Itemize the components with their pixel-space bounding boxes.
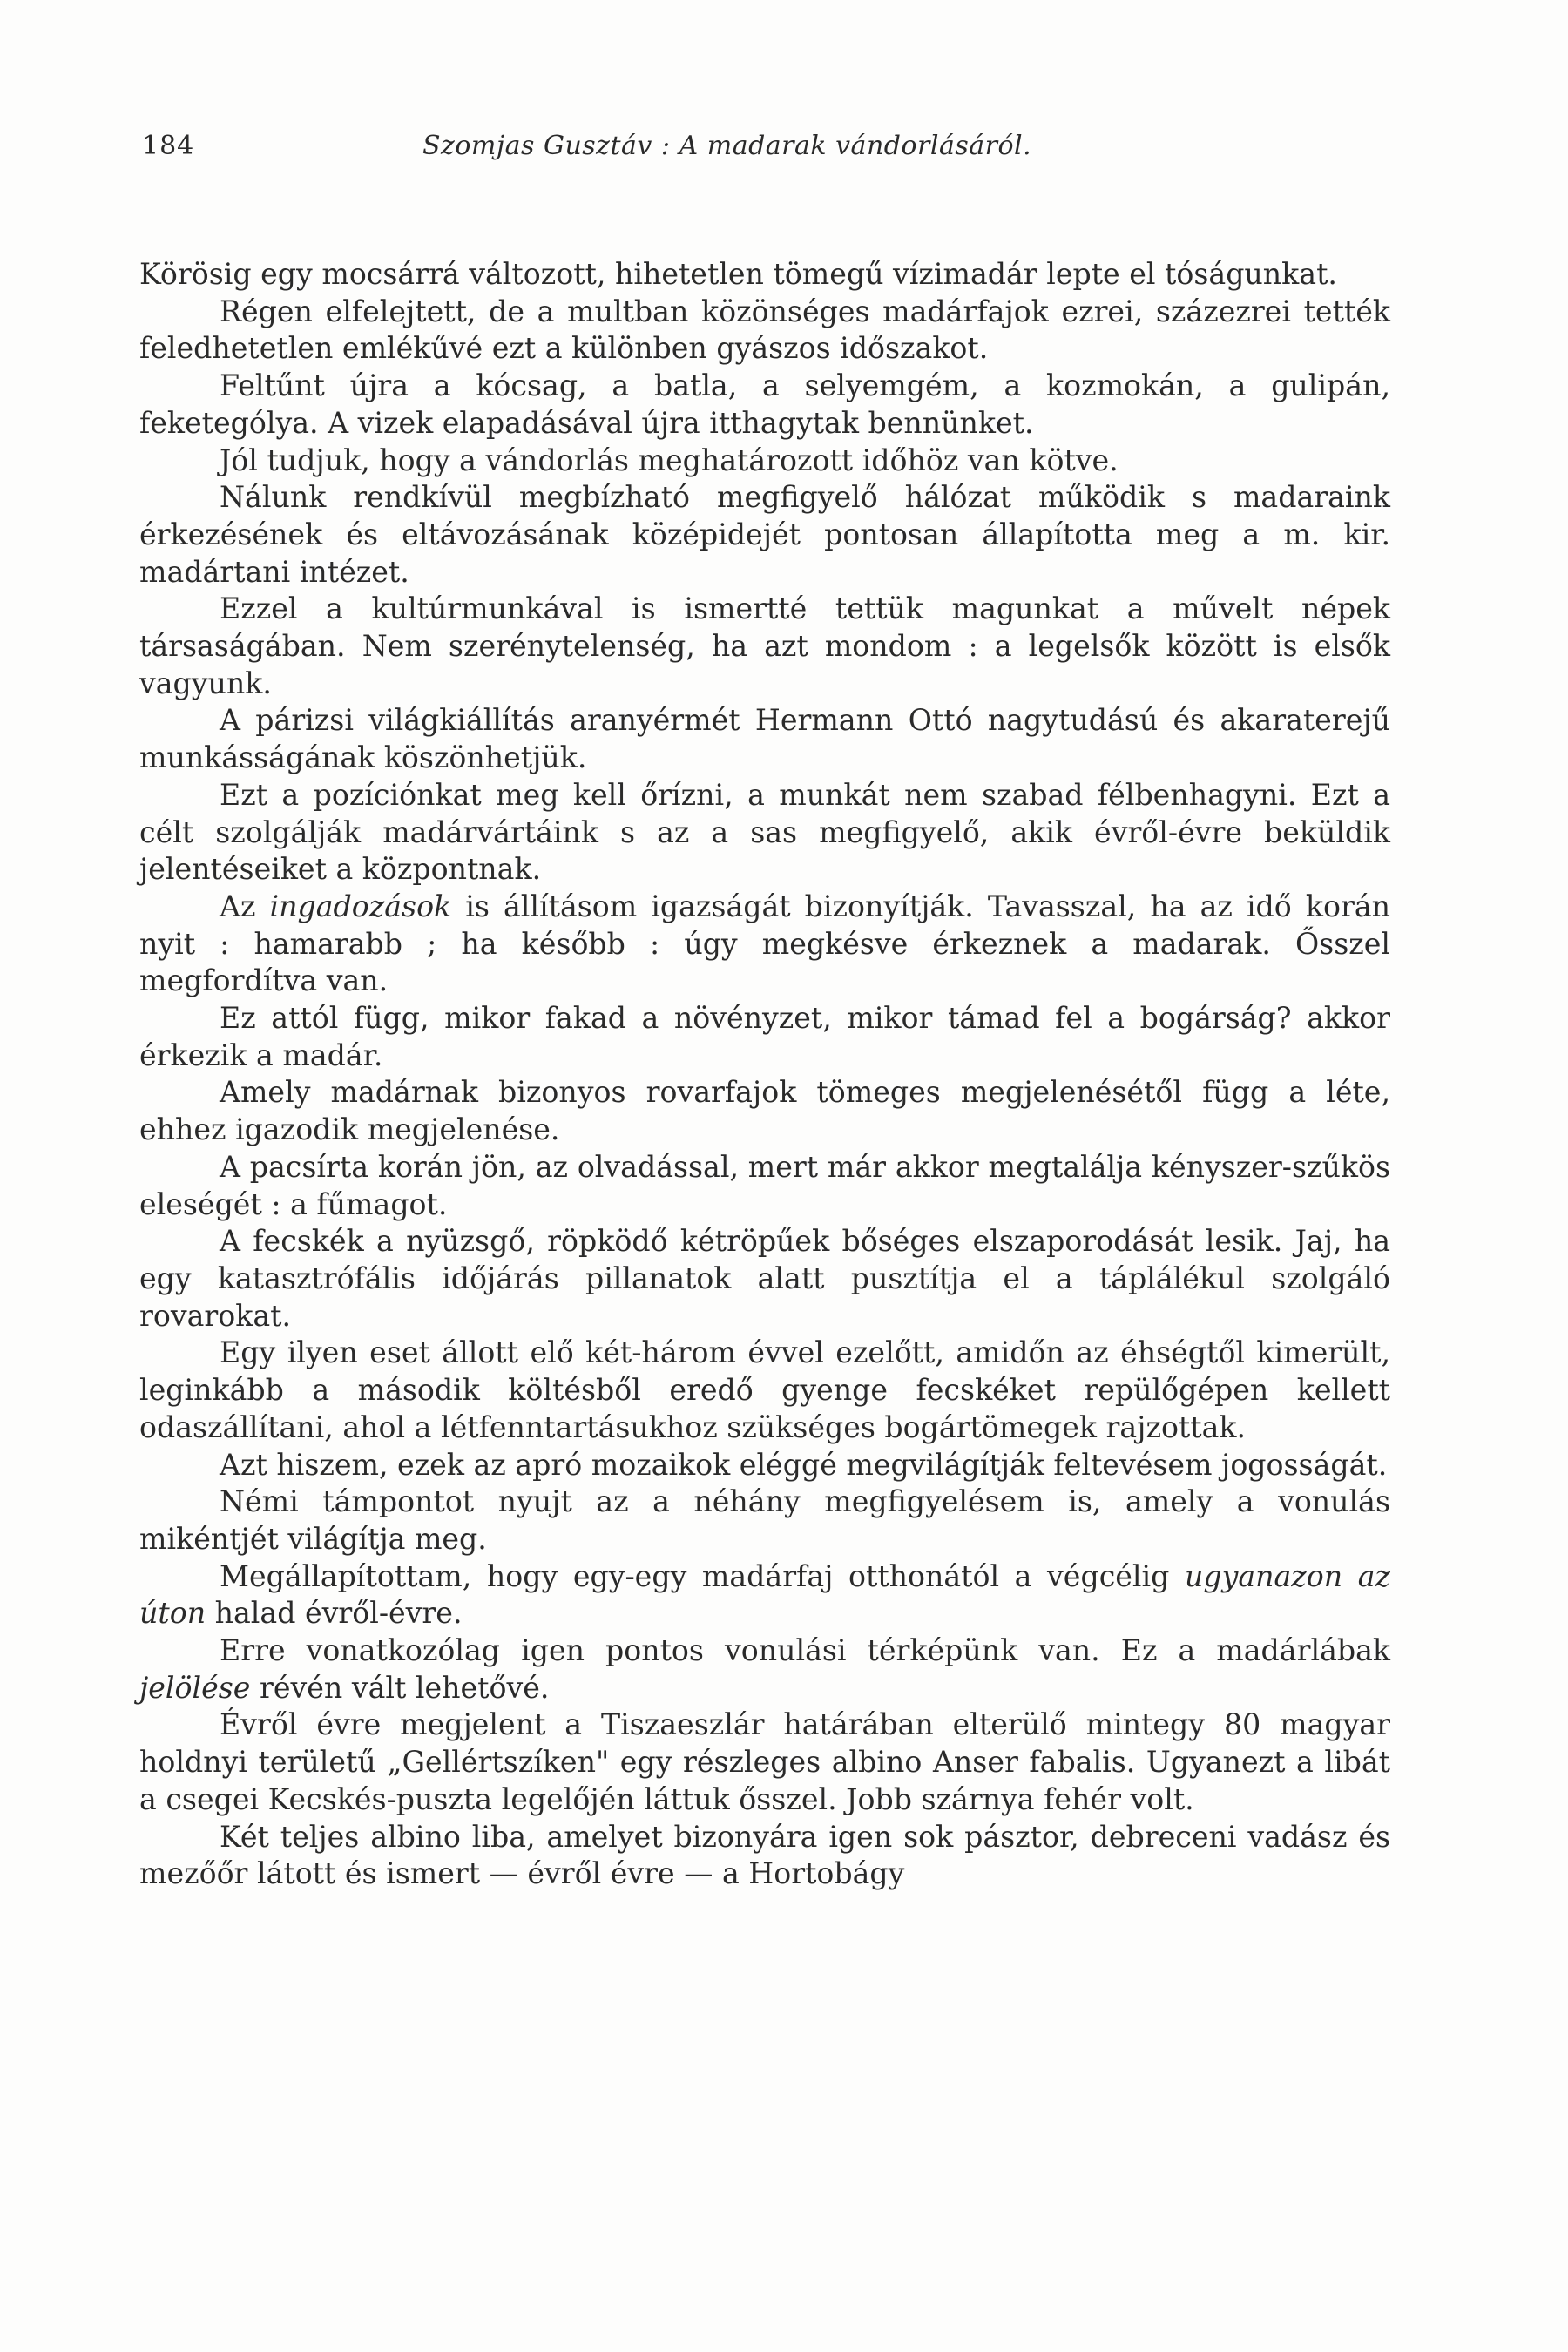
paragraph: Évről évre megjelent a Tiszaeszlár határában elterülő mintegy 80 magyar holdnyi területű „Gellértszíken" egy részleges albino Anser fabalis. Ugyanezt a libát a csegei Kecskés-puszta legelőjén láttuk ősszel. Jobb szárnya fehér volt.	[139, 1707, 1390, 1816]
paragraph: Ezt a pozíciónkat meg kell őrízni, a munkát nem szabad félbenhagyni. Ezt a célt szolgálják madárvártáink s az a sas megfigyelő, akik évről-évre beküldik jelentéseiket a központnak.	[139, 777, 1390, 887]
paragraph: Régen elfelejtett, de a multban közönséges madárfajok ezrei, százezrei tették feledhetetlen emlékűvé ezt a különben gyászos időszakot.	[139, 294, 1390, 366]
running-title: Szomjas Gusztáv : A madarak vándorlásáról.	[422, 131, 1032, 161]
paragraph: A párizsi világkiállítás aranyérmét Hermann Ottó nagytudású és akaraterejű munkásságának köszönhetjük.	[139, 703, 1390, 775]
paragraph: Némi támpontot nyujt az a néhány megfigyelésem is, amely a vonulás mikéntjét világítja meg.	[139, 1484, 1390, 1556]
paragraph: Ez attól függ, mikor fakad a növényzet, mikor támad fel a bogárság? akkor érkezik a madár.	[139, 1001, 1390, 1072]
paragraph: Egy ilyen eset állott elő két-három évvel ezelőtt, amidőn az éhségtől kimerült, leginkább a második költésből eredő gyenge fecskéket repülőgépen kellett odaszállítani, ahol a létfenntartásukhoz szükséges bogártömegek rajzottak.	[139, 1335, 1390, 1444]
italic-term: ugyanazon az úton	[139, 1558, 1390, 1631]
paragraph	[139, 889, 1390, 1000]
paragraph: Jól tudjuk, hogy a vándorlás meghatározott időhöz van kötve.	[220, 443, 1119, 477]
paragraph: Amely madárnak bizonyos rovarfajok tömeges megjelenésétől függ a léte, ehhez igazodik megjelenése.	[139, 1075, 1390, 1147]
paragraph: Azt hiszem, ezek az apró mozaikok eléggé megvilágítják feltevésem jogosságát.	[220, 1447, 1388, 1482]
paragraph-text: is állításom igazságát bizonyítják. Tavasszal, ha az idő korán nyit : hamarabb ; ha később : úgy megkésve érkeznek a madarak. Ősszel megfordítva van.	[139, 889, 1390, 998]
paragraph-text: Megállapítottam, hogy egy-egy madárfaj otthonától a végcélig	[220, 1558, 1185, 1593]
page-header	[142, 131, 1405, 174]
paragraph-text: halad évről-évre.	[206, 1596, 463, 1631]
body-text	[139, 256, 1390, 1893]
paragraph: A fecskék a nyüzsgő, röpködő kétröpűek bőséges elszaporodását lesik. Jaj, ha egy katasztrófális időjárás pillanatok alatt pusztítja el a táplálékul szolgáló rovarokat.	[139, 1224, 1390, 1333]
paragraph: Két teljes albino liba, amelyet bizonyára igen sok pásztor, debreceni vadász és mezőőr látott és ismert — évről évre — a Hortobágy	[139, 1819, 1390, 1891]
paragraph: Feltűnt újra a kócsag, a batla, a selyemgém, a kozmokán, a gulipán, feketególya. A vizek elapadásával újra itthagytak bennünket.	[139, 368, 1390, 440]
paragraph	[139, 1558, 1390, 1632]
paragraph-text: révén vált lehetővé.	[250, 1670, 550, 1705]
paragraph-text: Az	[220, 889, 270, 923]
paragraph	[139, 1632, 1390, 1707]
paragraph: Nálunk rendkívül megbízható megfigyelő hálózat működik s madaraink érkezésének és eltávozásának középidejét pontosan állapította meg a m. kir. madártani intézet.	[139, 480, 1390, 589]
paragraph-text: Erre vonatkozólag igen pontos vonulási térképünk van. Ez a madárlábak	[220, 1633, 1390, 1668]
italic-term: jelölése	[139, 1670, 251, 1705]
italic-term: ingadozások	[269, 889, 452, 923]
page-number: 184	[142, 131, 195, 161]
paragraph: Körösig egy mocsárrá változott, hihetetlen tömegű vízimadár lepte el tóságunkat.	[139, 257, 1337, 291]
paragraph: Ezzel a kultúrmunkával is ismertté tettük magunkat a művelt népek társaságában. Nem szerénytelenség, ha azt mondom : a legelsők között is elsők vagyunk.	[139, 591, 1390, 700]
paragraph: A pacsírta korán jön, az olvadással, mert már akkor megtalálja kényszer-szűkös eleségét : a fűmagot.	[139, 1149, 1390, 1221]
